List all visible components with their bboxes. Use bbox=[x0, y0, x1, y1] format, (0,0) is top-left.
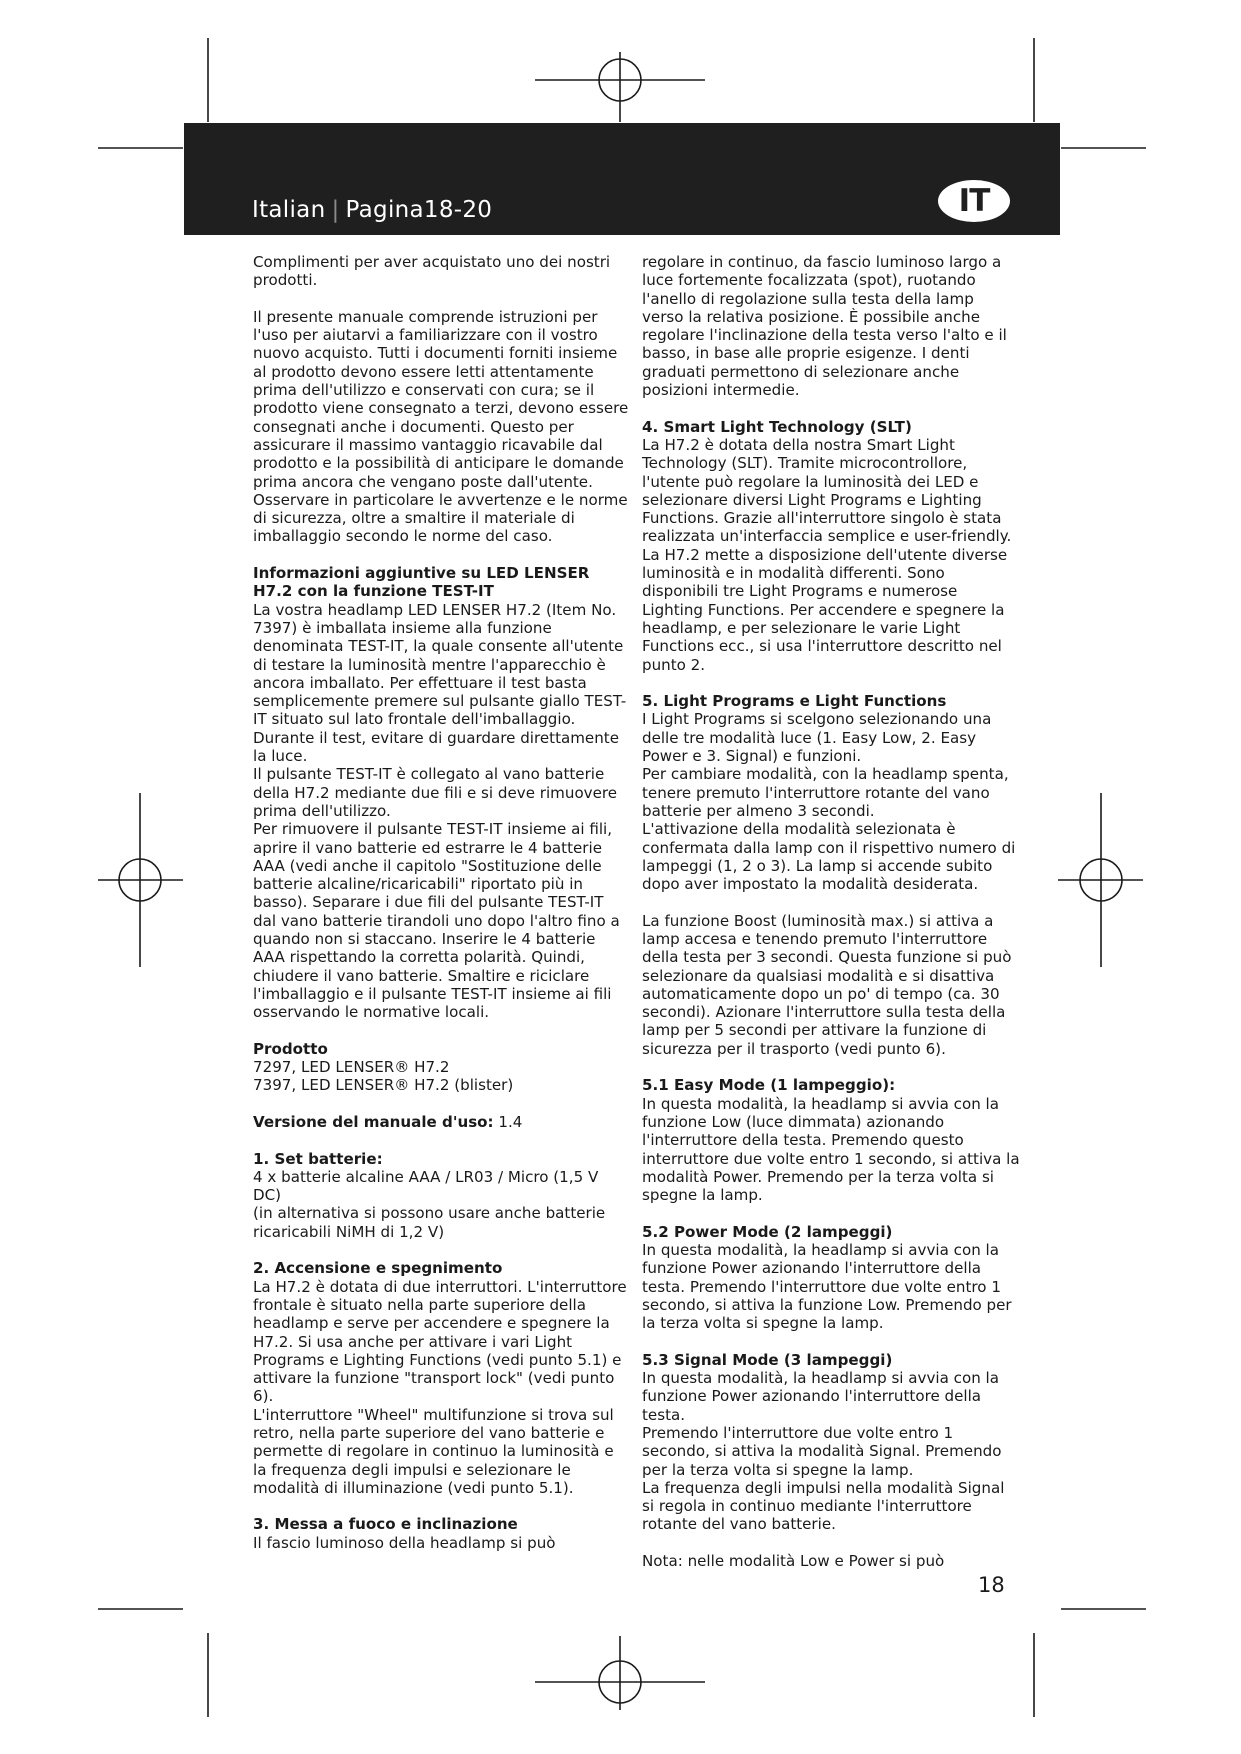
header-pages: Pagina18-20 bbox=[345, 197, 493, 223]
paragraph: Per cambiare modalità, con la headlamp spenta, tenere premuto l'interruttore rotante del vano batterie per almeno 3 secondi. bbox=[642, 765, 1009, 820]
version-label: Versione del manuale d'uso: bbox=[253, 1112, 494, 1131]
paragraph: Osservare in particolare le avvertenze e le norme di sicurezza, oltre a smaltire il materiale di imballaggio secondo le norme del caso. bbox=[253, 490, 628, 546]
paragraph: La vostra headlamp LED LENSER H7.2 (Item No. 7397) è imballata insieme alla funzione denominata TEST-IT, la quale consente all'utente di testare la luminosità mentre l'apparecchio è ancora imballato. Per effettuare il test basta semplicemente premere sul pulsante giallo TEST-IT situato sul lato frontale dell'imballaggio. Durante il test, evitare di guardare direttamente la luce. bbox=[253, 600, 627, 766]
paragraph: Il presente manuale comprende istruzioni per l'uso per aiutarvi a familiarizzare con il vostro nuovo acquisto. Tutti i documenti forniti insieme al prodotto devono essere letti attentamente prima dell'utilizzo e conservati con cura; se il prodotto viene consegnato a terzi, devono essere consegnati anche i documenti. Questo per assicurare il massimo vantaggio ricavabile dal prodotto e la possibilità di anticipare le domande prima ancora che vengano poste dall'utente. bbox=[253, 307, 629, 491]
header-separator: | bbox=[331, 197, 340, 223]
left-column bbox=[253, 253, 631, 1570]
product-line: 7397, LED LENSER® H7.2 (blister) bbox=[253, 1076, 514, 1095]
manual-version bbox=[253, 1113, 631, 1131]
section-heading: 3. Messa a fuoco e inclinazione bbox=[253, 1515, 518, 1534]
paragraph: La H7.2 è dotata di due interruttori. L'interruttore frontale è situato nella parte superiore della headlamp e serve per accendere e spegnere la H7.2. Si usa anche per attivare i vari Light Programs e Lighting Functions (vedi punto 5.1) e attivare la funzione "transport lock" (vedi punto 6). bbox=[253, 1277, 627, 1406]
section-heading: 4. Smart Light Technology (SLT) bbox=[642, 417, 912, 436]
paragraph: Complimenti per aver acquistato uno dei nostri prodotti. bbox=[253, 253, 611, 290]
product-line: 7297, LED LENSER® H7.2 bbox=[253, 1058, 450, 1077]
section-heading: 1. Set batterie: bbox=[253, 1149, 383, 1168]
paragraph: La funzione Boost (luminosità max.) si attiva a lamp accesa e tenendo premuto l'interruttore della testa per 3 secondi. Questa funzione si può selezionare da qualsiasi modalità e si disattiva automaticamente dopo un po' di tempo (ca. 30 secondi). Azionare l'interruttore sulla testa della lamp per 5 secondi per attivare la funzione di sicurezza per il trasporto (vedi punto 6). bbox=[642, 911, 1012, 1058]
paragraph: La frequenza degli impulsi nella modalità Signal si regola in continuo mediante l'interruttore rotante del vano batterie. bbox=[642, 1478, 1005, 1534]
section-heading: 5.2 Power Mode (2 lampeggi) bbox=[642, 1222, 893, 1241]
version-value: 1.4 bbox=[498, 1112, 523, 1131]
paragraph: I Light Programs si scelgono selezionando una delle tre modalità luce (1. Easy Low, 2. Easy Power e 3. Signal) e funzioni. bbox=[642, 710, 992, 766]
paragraph: In questa modalità, la headlamp si avvia con la funzione Power azionando l'interruttore della testa. bbox=[642, 1369, 999, 1424]
paragraph: Premendo l'interruttore due volte entro 1 secondo, si attiva la modalità Signal. Premendo per la terza volta si spegne la lamp. bbox=[642, 1424, 1002, 1479]
language-badge: IT bbox=[938, 180, 1010, 222]
paragraph: L'interruttore "Wheel" multifunzione si trova sul retro, nella parte superiore del vano batterie e permette di regolare in continuo la luminosità e la frequenza degli impulsi e selezionare le modalità di illuminazione (vedi punto 5.1). bbox=[253, 1405, 614, 1497]
section-heading: 2. Accensione e spegnimento bbox=[253, 1259, 503, 1278]
right-column bbox=[642, 253, 1020, 1589]
paragraph: regolare in continuo, da fascio luminoso largo a luce fortemente focalizzata (spot), ruotando l'anello di regolazione sulla testa della lamp verso la relativa posizione. È possibile anche regolare l'inclinazione della testa verso l'alto e il basso, in base alle proprie esigenze. I denti graduati permettono di selezionare anche posizioni intermedie. bbox=[642, 253, 1007, 400]
paragraph: 4 x batterie alcaline AAA / LR03 / Micro (1,5 V DC) bbox=[253, 1167, 599, 1205]
section-heading: 5.3 Signal Mode (3 lampeggi) bbox=[642, 1350, 893, 1369]
paragraph: Per rimuovere il pulsante TEST-IT insieme ai fili, aprire il vano batterie ed estrarre le 4 batterie AAA (vedi anche il capitolo "Sostituzione delle batterie alcaline/ricaricabili" riportato più in basso). Separare i due fili del pulsante TEST-IT dal vano batterie tirandoli uno dopo l'altro fino a quando non si staccano. Inserire le 4 batterie AAA rispettando la corretta polarità. Quindi, chiudere il vano batterie. Smaltire e riciclare l'imballaggio e il pulsante TEST-IT insieme ai fili osservando le normative locali. bbox=[253, 820, 620, 1022]
header-title bbox=[252, 197, 492, 223]
paragraph: Il fascio luminoso della headlamp si può bbox=[253, 1533, 556, 1552]
section-heading: Prodotto bbox=[253, 1039, 328, 1058]
paragraph: L'attivazione della modalità selezionata è confermata dalla lamp con il rispettivo numero di lampeggi (1, 2 o 3). La lamp si accende subito dopo aver impostato la modalità desiderata. bbox=[642, 820, 1016, 894]
paragraph: Il pulsante TEST-IT è collegato al vano batterie della H7.2 mediante due fili e si deve rimuovere prima dell'utilizzo. bbox=[253, 765, 618, 820]
section-heading: 5. Light Programs e Light Functions bbox=[642, 692, 947, 711]
paragraph: In questa modalità, la headlamp si avvia con la funzione Power azionando l'interruttore della testa. Premendo l'interruttore due volte entro 1 secondo, si attiva la funzione Low. Premendo per la terza volta si spegne la lamp. bbox=[642, 1241, 1012, 1333]
section-heading: Informazioni aggiuntive su LED LENSER H7.2 con la funzione TEST-IT bbox=[253, 564, 590, 601]
paragraph: La H7.2 è dotata della nostra Smart Light Technology (SLT). Tramite microcontrollore, l'utente può regolare la luminosità dei LED e selezionare diversi Light Programs e Lighting Functions. Grazie all'interruttore singolo è stata realizzata un'interfaccia semplice e user-friendly. La H7.2 mette a disposizione dell'utente diverse luminosità e in modalità differenti. Sono disponibili tre Light Programs e numerose Lighting Functions. Per accendere e spegnere la headlamp, e per selezionare le varie Light Functions ecc., si usa l'interruttore descritto nel punto 2. bbox=[642, 435, 1012, 674]
paragraph: In questa modalità, la headlamp si avvia con la funzione Low (luce dimmata) azionando l'interruttore della testa. Premendo questo interruttore due volte entro 1 secondo, si attiva la modalità Power. Premendo per la terza volta si spegne la lamp. bbox=[642, 1094, 1020, 1205]
paragraph: (in alternativa si possono usare anche batterie ricaricabili NiMH di 1,2 V) bbox=[253, 1204, 606, 1241]
paragraph: Nota: nelle modalità Low e Power si può bbox=[642, 1552, 945, 1571]
header-language: Italian bbox=[252, 197, 326, 223]
page-number: 18 bbox=[978, 1573, 1005, 1597]
section-heading: 5.1 Easy Mode (1 lampeggio): bbox=[642, 1076, 896, 1095]
page-header bbox=[184, 123, 1060, 235]
